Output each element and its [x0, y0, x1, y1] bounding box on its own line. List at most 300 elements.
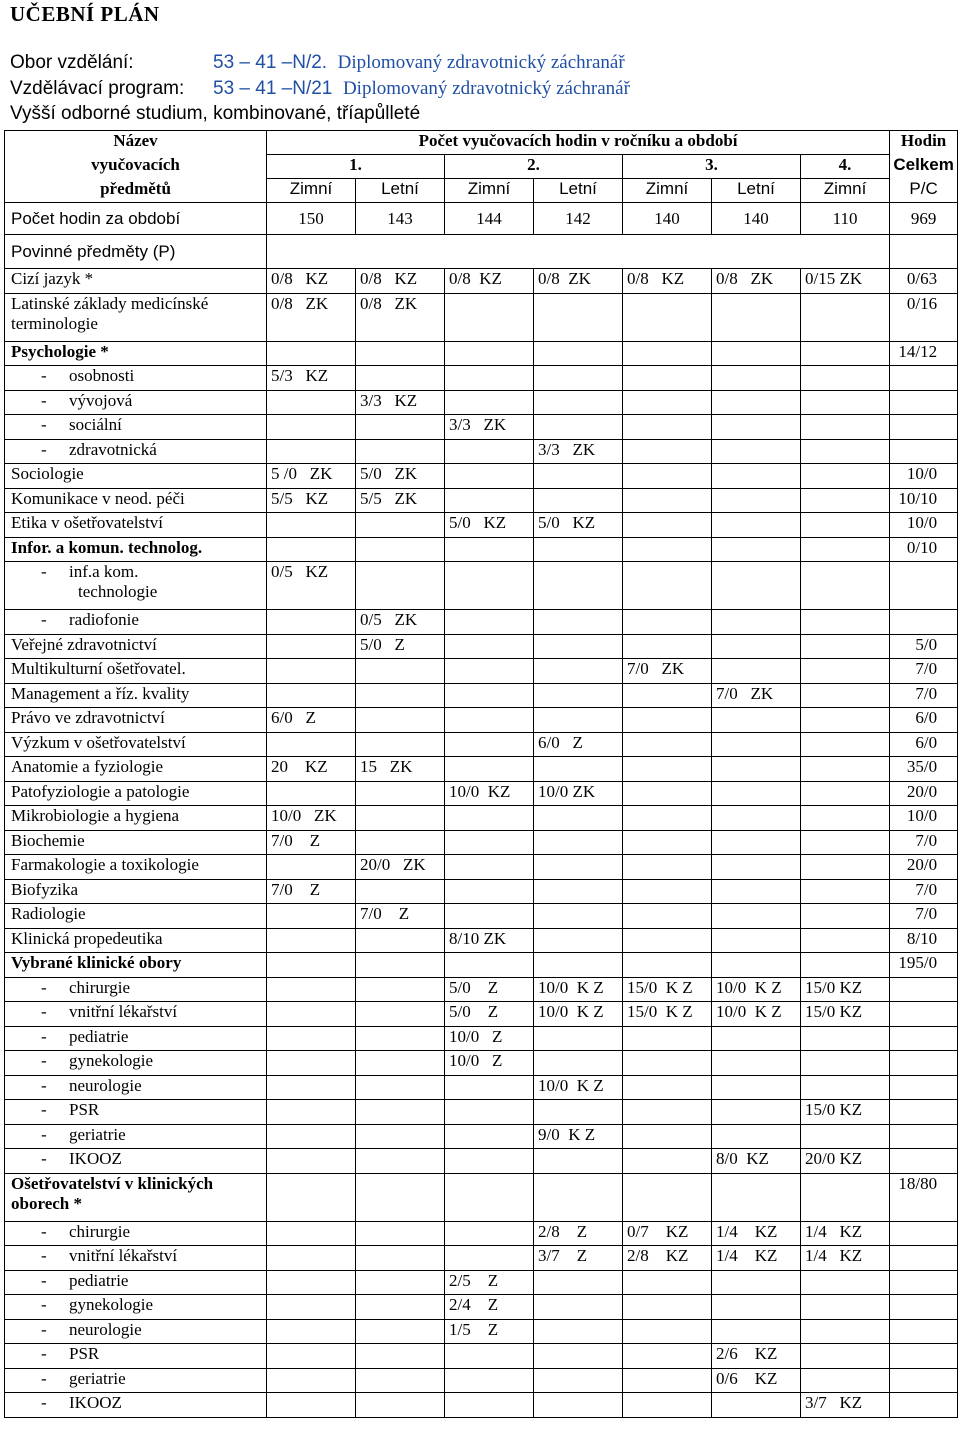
term-cell [267, 904, 356, 929]
table-row [5, 513, 958, 538]
program-line [10, 78, 630, 100]
term-cell [801, 1295, 890, 1320]
term-cell [534, 537, 623, 562]
term-cell [623, 1051, 712, 1076]
term-cell [267, 1393, 356, 1418]
term-cell [801, 879, 890, 904]
term-cell [534, 1051, 623, 1076]
subject-name-cell [5, 1124, 267, 1149]
term-cell [623, 830, 712, 855]
term-cell [356, 806, 445, 831]
term-cell: 10/0 Z [445, 1026, 534, 1051]
total-cell [890, 415, 958, 440]
table-row [5, 1344, 958, 1369]
total-cell [890, 1246, 958, 1271]
term-cell: 5/0 ZK [356, 464, 445, 489]
header-predmetu: předmětů [5, 179, 267, 203]
term-cell [267, 537, 356, 562]
subject-name-cell [5, 1026, 267, 1051]
subject-name-cell [5, 1051, 267, 1076]
total-cell [890, 977, 958, 1002]
subject-name: Mikrobiologie a hygiena [11, 806, 180, 825]
subject-name: Farmakologie a toxikologie [11, 855, 199, 874]
term-cell [267, 1319, 356, 1344]
total-cell [890, 1075, 958, 1100]
term-cell [445, 488, 534, 513]
term-cell [712, 293, 801, 341]
subject-name: Management a říz. kvality [11, 683, 190, 703]
term-cell [623, 1368, 712, 1393]
subject-name-cell [5, 904, 267, 929]
term-cell [623, 1149, 712, 1174]
table-row [5, 806, 958, 831]
header-term: Letní [356, 179, 445, 203]
obor-name: Diplomovaný zdravotnický záchranář [337, 52, 625, 73]
term-cell: 15/0 KZ [801, 1100, 890, 1125]
term-cell [801, 366, 890, 391]
term-cell [712, 341, 801, 366]
term-cell [445, 1344, 534, 1369]
total-cell: 7/0 [890, 879, 958, 904]
term-cell [267, 659, 356, 684]
subject-name-cell [5, 928, 267, 953]
term-cell [445, 1075, 534, 1100]
term-cell [356, 1002, 445, 1027]
table-row [5, 781, 958, 806]
term-cell [623, 1319, 712, 1344]
term-cell [623, 806, 712, 831]
term-cell [267, 634, 356, 659]
total-cell: 10/0 [890, 464, 958, 489]
term-cell [712, 904, 801, 929]
term-cell [801, 610, 890, 635]
total-cell: 7/0 [890, 830, 958, 855]
term-cell [356, 1026, 445, 1051]
subject-name-cell [5, 683, 267, 708]
subject-name-line2: technologie [78, 582, 158, 601]
term-cell [534, 1295, 623, 1320]
term-cell [356, 708, 445, 733]
term-cell [356, 537, 445, 562]
term-cell [712, 1270, 801, 1295]
term-cell [534, 366, 623, 391]
term-cell [712, 781, 801, 806]
subject-name: gynekologie [69, 1295, 154, 1314]
term-cell [267, 1368, 356, 1393]
total-cell: 20/0 [890, 781, 958, 806]
term-cell [445, 1246, 534, 1271]
table-row [5, 830, 958, 855]
term-cell [712, 928, 801, 953]
term-cell: 0/8 ZK [356, 293, 445, 341]
table-row [5, 1221, 958, 1246]
term-cell: 3/3 KZ [356, 390, 445, 415]
dash-bullet: - [41, 1319, 47, 1339]
term-cell [534, 634, 623, 659]
term-cell: 15 ZK [356, 757, 445, 782]
term-cell [623, 513, 712, 538]
table-row [5, 1393, 958, 1418]
header-nazev: Název [5, 131, 267, 155]
term-cell [445, 806, 534, 831]
table-row [5, 953, 958, 978]
term-cell: 10/0 ZK [267, 806, 356, 831]
term-cell [712, 830, 801, 855]
term-cell [712, 806, 801, 831]
term-cell [445, 1173, 534, 1221]
term-cell [623, 708, 712, 733]
table-row [5, 659, 958, 684]
term-cell [801, 659, 890, 684]
term-cell: 3/3 ZK [445, 415, 534, 440]
subject-name: Cizí jazyk * [11, 269, 94, 288]
term-cell [534, 293, 623, 341]
table-row [5, 1051, 958, 1076]
term-cell [712, 732, 801, 757]
obor-line [10, 52, 625, 74]
term-cell: 5/0 KZ [534, 513, 623, 538]
subject-name-cell [5, 513, 267, 538]
table-row [5, 1002, 958, 1027]
term-cell [534, 1026, 623, 1051]
term-cell [267, 928, 356, 953]
term-cell: 0/8 ZK [267, 293, 356, 341]
table-row [5, 1173, 958, 1221]
term-cell [356, 1075, 445, 1100]
subject-name-cell [5, 293, 267, 341]
term-cell [267, 1100, 356, 1125]
term-cell [534, 390, 623, 415]
totals-sum: 969 [890, 203, 958, 235]
term-cell [356, 659, 445, 684]
term-cell [356, 1051, 445, 1076]
term-cell [534, 953, 623, 978]
dash-bullet: - [41, 366, 47, 385]
term-cell: 20/0 KZ [801, 1149, 890, 1174]
table-row [5, 439, 958, 464]
dash-bullet: - [41, 1246, 47, 1265]
subject-name: Patofyziologie a patologie [11, 781, 190, 801]
term-cell [801, 928, 890, 953]
term-cell: 1/4 KZ [801, 1246, 890, 1271]
subject-name-cell [5, 488, 267, 513]
table-row [5, 464, 958, 489]
term-cell [801, 708, 890, 733]
totals-value: 140 [712, 203, 801, 235]
table-row [5, 1100, 958, 1125]
term-cell: 3/3 ZK [534, 439, 623, 464]
term-cell [445, 855, 534, 880]
total-cell: 14/12 [890, 341, 958, 366]
term-cell [534, 1319, 623, 1344]
term-cell [801, 537, 890, 562]
term-cell [356, 341, 445, 366]
term-cell: 5/0 KZ [445, 513, 534, 538]
term-cell: 0/7 KZ [623, 1221, 712, 1246]
header-row-3 [5, 179, 958, 203]
subject-name: PSR [69, 1100, 100, 1119]
table-row [5, 1149, 958, 1174]
studium-line: Vyšší odborné studium, kombinované, tříapůlleté [10, 103, 421, 124]
total-cell [890, 1026, 958, 1051]
term-cell [534, 830, 623, 855]
term-cell [356, 1344, 445, 1369]
subject-name-cell [5, 537, 267, 562]
table-row [5, 269, 958, 294]
dash-bullet: - [41, 1026, 47, 1046]
total-cell [890, 1051, 958, 1076]
term-cell [445, 1368, 534, 1393]
term-cell: 0/5 KZ [267, 562, 356, 610]
term-cell [623, 683, 712, 708]
term-cell: 5/0 Z [356, 634, 445, 659]
dash-bullet: - [41, 390, 47, 410]
total-cell [890, 1344, 958, 1369]
term-cell [534, 1344, 623, 1369]
total-cell: 5/0 [890, 634, 958, 659]
subject-name: vnitřní lékařství [69, 1246, 178, 1265]
term-cell [445, 1100, 534, 1125]
term-cell [623, 732, 712, 757]
term-cell [801, 439, 890, 464]
term-cell: 15/0 KZ [801, 977, 890, 1002]
term-cell [267, 1026, 356, 1051]
term-cell [445, 634, 534, 659]
term-cell [712, 1100, 801, 1125]
header-year-1: 1. [267, 155, 445, 179]
term-cell: 8/10 ZK [445, 928, 534, 953]
term-cell [534, 928, 623, 953]
header-term: Zimní [623, 179, 712, 203]
term-cell [623, 1393, 712, 1418]
term-cell [267, 1124, 356, 1149]
term-cell [623, 464, 712, 489]
subject-name: chirurgie [69, 1221, 131, 1241]
term-cell [801, 683, 890, 708]
subject-name-cell [5, 732, 267, 757]
subject-name-cell [5, 830, 267, 855]
povinne-label: Povinné předměty (P) [5, 235, 267, 269]
term-cell [445, 562, 534, 610]
totals-row [5, 203, 958, 235]
term-cell: 8/0 KZ [712, 1149, 801, 1174]
term-cell: 9/0 K Z [534, 1124, 623, 1149]
total-cell [890, 1221, 958, 1246]
header-pc: P/C [890, 179, 958, 203]
term-cell: 3/7 Z [534, 1246, 623, 1271]
term-cell [623, 610, 712, 635]
term-cell [534, 562, 623, 610]
term-cell: 10/0 Z [445, 1051, 534, 1076]
total-cell: 0/63 [890, 269, 958, 294]
term-cell [712, 757, 801, 782]
subject-name: Biofyzika [11, 879, 79, 899]
subject-name: Veřejné zdravotnictví [11, 634, 157, 654]
subject-name-cell [5, 1368, 267, 1393]
term-cell [623, 1075, 712, 1100]
term-cell [623, 390, 712, 415]
term-cell [445, 1124, 534, 1149]
term-cell [712, 879, 801, 904]
program-label: Vzdělávací program: [10, 78, 185, 99]
term-cell [801, 1270, 890, 1295]
term-cell [801, 1075, 890, 1100]
term-cell [801, 464, 890, 489]
totals-value: 110 [801, 203, 890, 235]
subject-name: pediatrie [69, 1270, 129, 1290]
povinne-empty-total [890, 235, 958, 269]
term-cell [623, 855, 712, 880]
subject-name-line2: oborech * [11, 1193, 82, 1213]
term-cell [356, 562, 445, 610]
table-row [5, 341, 958, 366]
obor-label: Obor vzdělání: [10, 52, 134, 73]
term-cell [445, 537, 534, 562]
term-cell: 10/0 ZK [534, 781, 623, 806]
term-cell: 10/0 K Z [534, 1075, 623, 1100]
term-cell [712, 415, 801, 440]
term-cell: 0/8 KZ [445, 269, 534, 294]
term-cell: 10/0 K Z [534, 977, 623, 1002]
term-cell: 10/0 K Z [712, 977, 801, 1002]
header-pocet: Počet vyučovacích hodin v ročníku a období [267, 131, 890, 155]
dash-bullet: - [41, 415, 47, 434]
term-cell: 0/5 ZK [356, 610, 445, 635]
total-cell [890, 1295, 958, 1320]
dash-bullet: - [41, 1051, 47, 1070]
term-cell [801, 806, 890, 831]
term-cell [356, 1149, 445, 1174]
term-cell [534, 757, 623, 782]
table-row [5, 634, 958, 659]
term-cell [267, 1270, 356, 1295]
term-cell [534, 806, 623, 831]
dash-bullet: - [41, 1075, 47, 1095]
subject-name: zdravotnická [69, 439, 157, 459]
total-cell [890, 1002, 958, 1027]
dash-bullet: - [41, 439, 47, 459]
term-cell [534, 683, 623, 708]
dash-bullet: - [41, 1149, 47, 1168]
subject-name: Klinická propedeutika [11, 928, 163, 948]
term-cell [267, 610, 356, 635]
subject-name: gynekologie [69, 1051, 154, 1070]
term-cell [712, 1173, 801, 1221]
term-cell [445, 830, 534, 855]
table-row [5, 1026, 958, 1051]
term-cell: 7/0 Z [267, 879, 356, 904]
header-row-1 [5, 131, 958, 155]
table-row [5, 904, 958, 929]
header-year-2: 2. [445, 155, 623, 179]
term-cell [534, 488, 623, 513]
term-cell: 1/4 KZ [712, 1246, 801, 1271]
totals-value: 150 [267, 203, 356, 235]
term-cell [445, 293, 534, 341]
dash-bullet: - [41, 562, 47, 581]
term-cell [267, 1002, 356, 1027]
table-row [5, 1246, 958, 1271]
total-cell [890, 1100, 958, 1125]
term-cell: 15/0 K Z [623, 977, 712, 1002]
program-code: 53 – 41 –N/21 [213, 78, 333, 99]
total-cell [890, 562, 958, 610]
subject-name: Multikulturní ošetřovatel. [11, 659, 186, 678]
term-cell [356, 977, 445, 1002]
total-cell [890, 1149, 958, 1174]
term-cell [356, 513, 445, 538]
table-row [5, 610, 958, 635]
curriculum-table [4, 130, 958, 1418]
term-cell [534, 1368, 623, 1393]
term-cell: 2/8 KZ [623, 1246, 712, 1271]
totals-label: Počet hodin za období [5, 203, 267, 235]
subject-name-cell [5, 1246, 267, 1271]
subject-name-cell [5, 757, 267, 782]
term-cell [712, 537, 801, 562]
page-title: UČEBNÍ PLÁN [10, 2, 160, 26]
term-cell [267, 513, 356, 538]
term-cell [534, 855, 623, 880]
term-cell [623, 928, 712, 953]
term-cell: 5/0 Z [445, 977, 534, 1002]
term-cell: 1/5 Z [445, 1319, 534, 1344]
dash-bullet: - [41, 1100, 47, 1119]
term-cell [801, 1124, 890, 1149]
subject-name-cell [5, 659, 267, 684]
term-cell [356, 1270, 445, 1295]
term-cell [267, 1051, 356, 1076]
header-celkem: Celkem [890, 155, 958, 179]
term-cell [623, 366, 712, 391]
total-cell: 10/0 [890, 806, 958, 831]
term-cell [267, 1075, 356, 1100]
header-year-3: 3. [623, 155, 801, 179]
term-cell [801, 1319, 890, 1344]
subject-name: IKOOZ [69, 1149, 122, 1168]
term-cell [534, 341, 623, 366]
subject-name-cell [5, 610, 267, 635]
total-cell: 18/80 [890, 1173, 958, 1221]
term-cell [445, 366, 534, 391]
subject-name-cell [5, 1393, 267, 1418]
header-vyucovacich: vyučovacích [5, 155, 267, 179]
subject-name-cell [5, 341, 267, 366]
term-cell [801, 1026, 890, 1051]
subject-name: osobnosti [69, 366, 135, 385]
term-cell [356, 1295, 445, 1320]
subject-name: Právo ve zdravotnictví [11, 708, 165, 727]
subject-name: sociální [69, 415, 122, 434]
term-cell [801, 390, 890, 415]
subject-name-cell [5, 855, 267, 880]
subject-name: Výzkum v ošetřovatelství [11, 732, 186, 752]
term-cell [801, 781, 890, 806]
term-cell: 5/0 Z [445, 1002, 534, 1027]
term-cell [712, 366, 801, 391]
subject-name: Biochemie [11, 830, 85, 850]
povinne-empty [267, 235, 890, 269]
dash-bullet: - [41, 1368, 47, 1388]
term-cell: 2/6 KZ [712, 1344, 801, 1369]
term-cell [712, 1124, 801, 1149]
table-row [5, 537, 958, 562]
total-cell: 35/0 [890, 757, 958, 782]
term-cell [267, 1344, 356, 1369]
total-cell [890, 1368, 958, 1393]
total-cell [890, 439, 958, 464]
term-cell [801, 757, 890, 782]
